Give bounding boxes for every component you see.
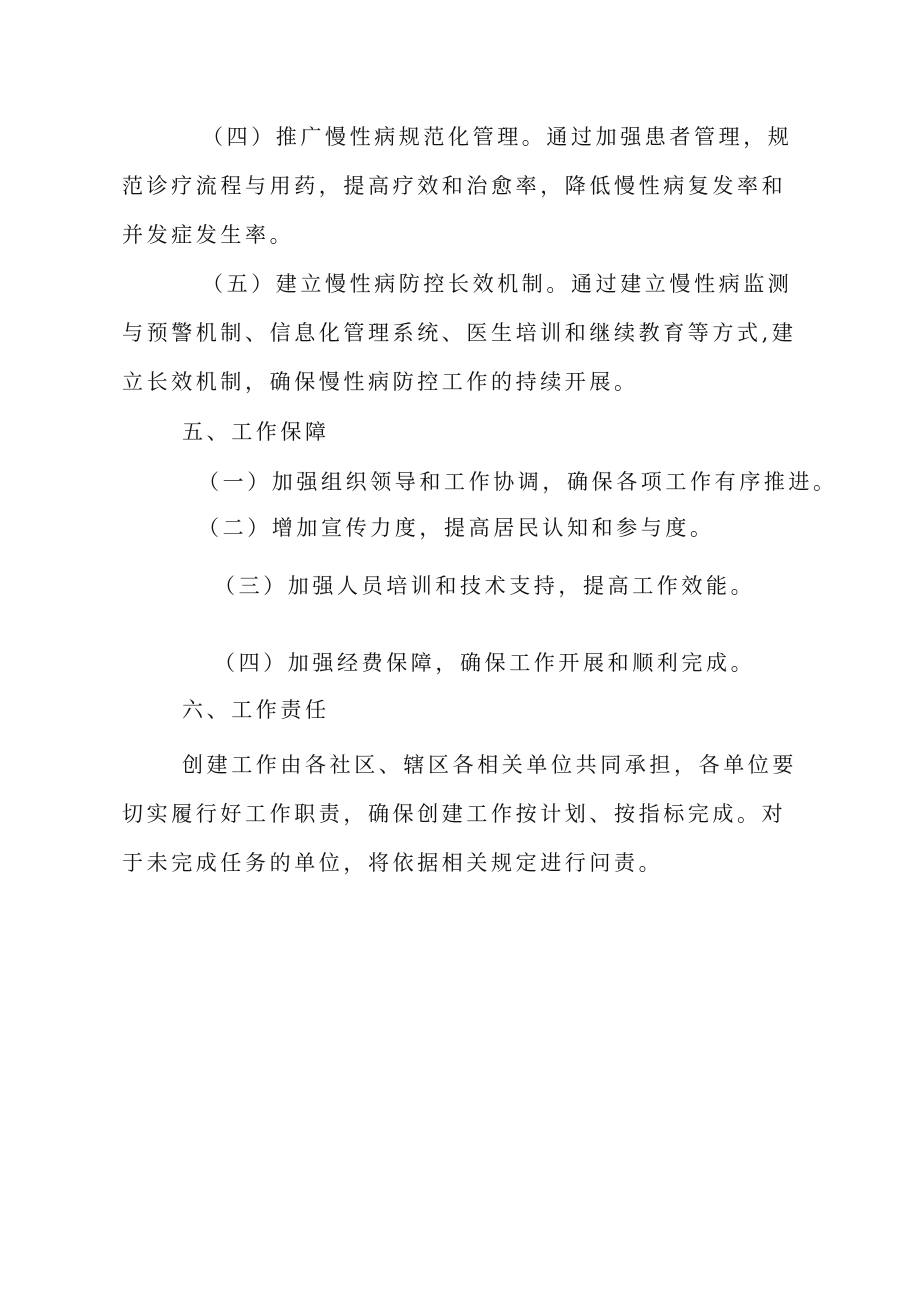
paragraph-promote-standardized-management: （四）推广慢性病规范化管理。通过加强患者管理，规范诊疗流程与用药，提高疗效和治愈率，降低慢性病复发率和并发症发生率。 <box>122 125 793 247</box>
guarantee-item-3: （三）加强人员培训和技术支持，提高工作效能。 <box>214 574 756 598</box>
section-heading-work-guarantee: 五、工作保障 <box>182 420 330 444</box>
guarantee-item-4: （四）加强经费保障，确保工作开展和顺利完成。 <box>214 651 756 675</box>
paragraph-responsibility: 创建工作由各社区、辖区各相关单位共同承担，各单位要切实履行好工作职责，确保创建工作按计划、按指标完成。对于未完成任务的单位，将依据相关规定进行问责。 <box>122 753 797 875</box>
guarantee-item-1: （一）加强组织领导和工作协调，确保各项工作有序推进。 <box>198 470 838 494</box>
paragraph-long-term-mechanism: （五）建立慢性病防控长效机制。通过建立慢性病监测与预警机制、信息化管理系统、医生培训和继续教育等方式,建立长效机制，确保慢性病防控工作的持续开展。 <box>122 272 797 394</box>
section-heading-work-responsibility: 六、工作责任 <box>182 698 330 722</box>
guarantee-item-2: （二）增加宣传力度，提高居民认知和参与度。 <box>198 516 715 540</box>
